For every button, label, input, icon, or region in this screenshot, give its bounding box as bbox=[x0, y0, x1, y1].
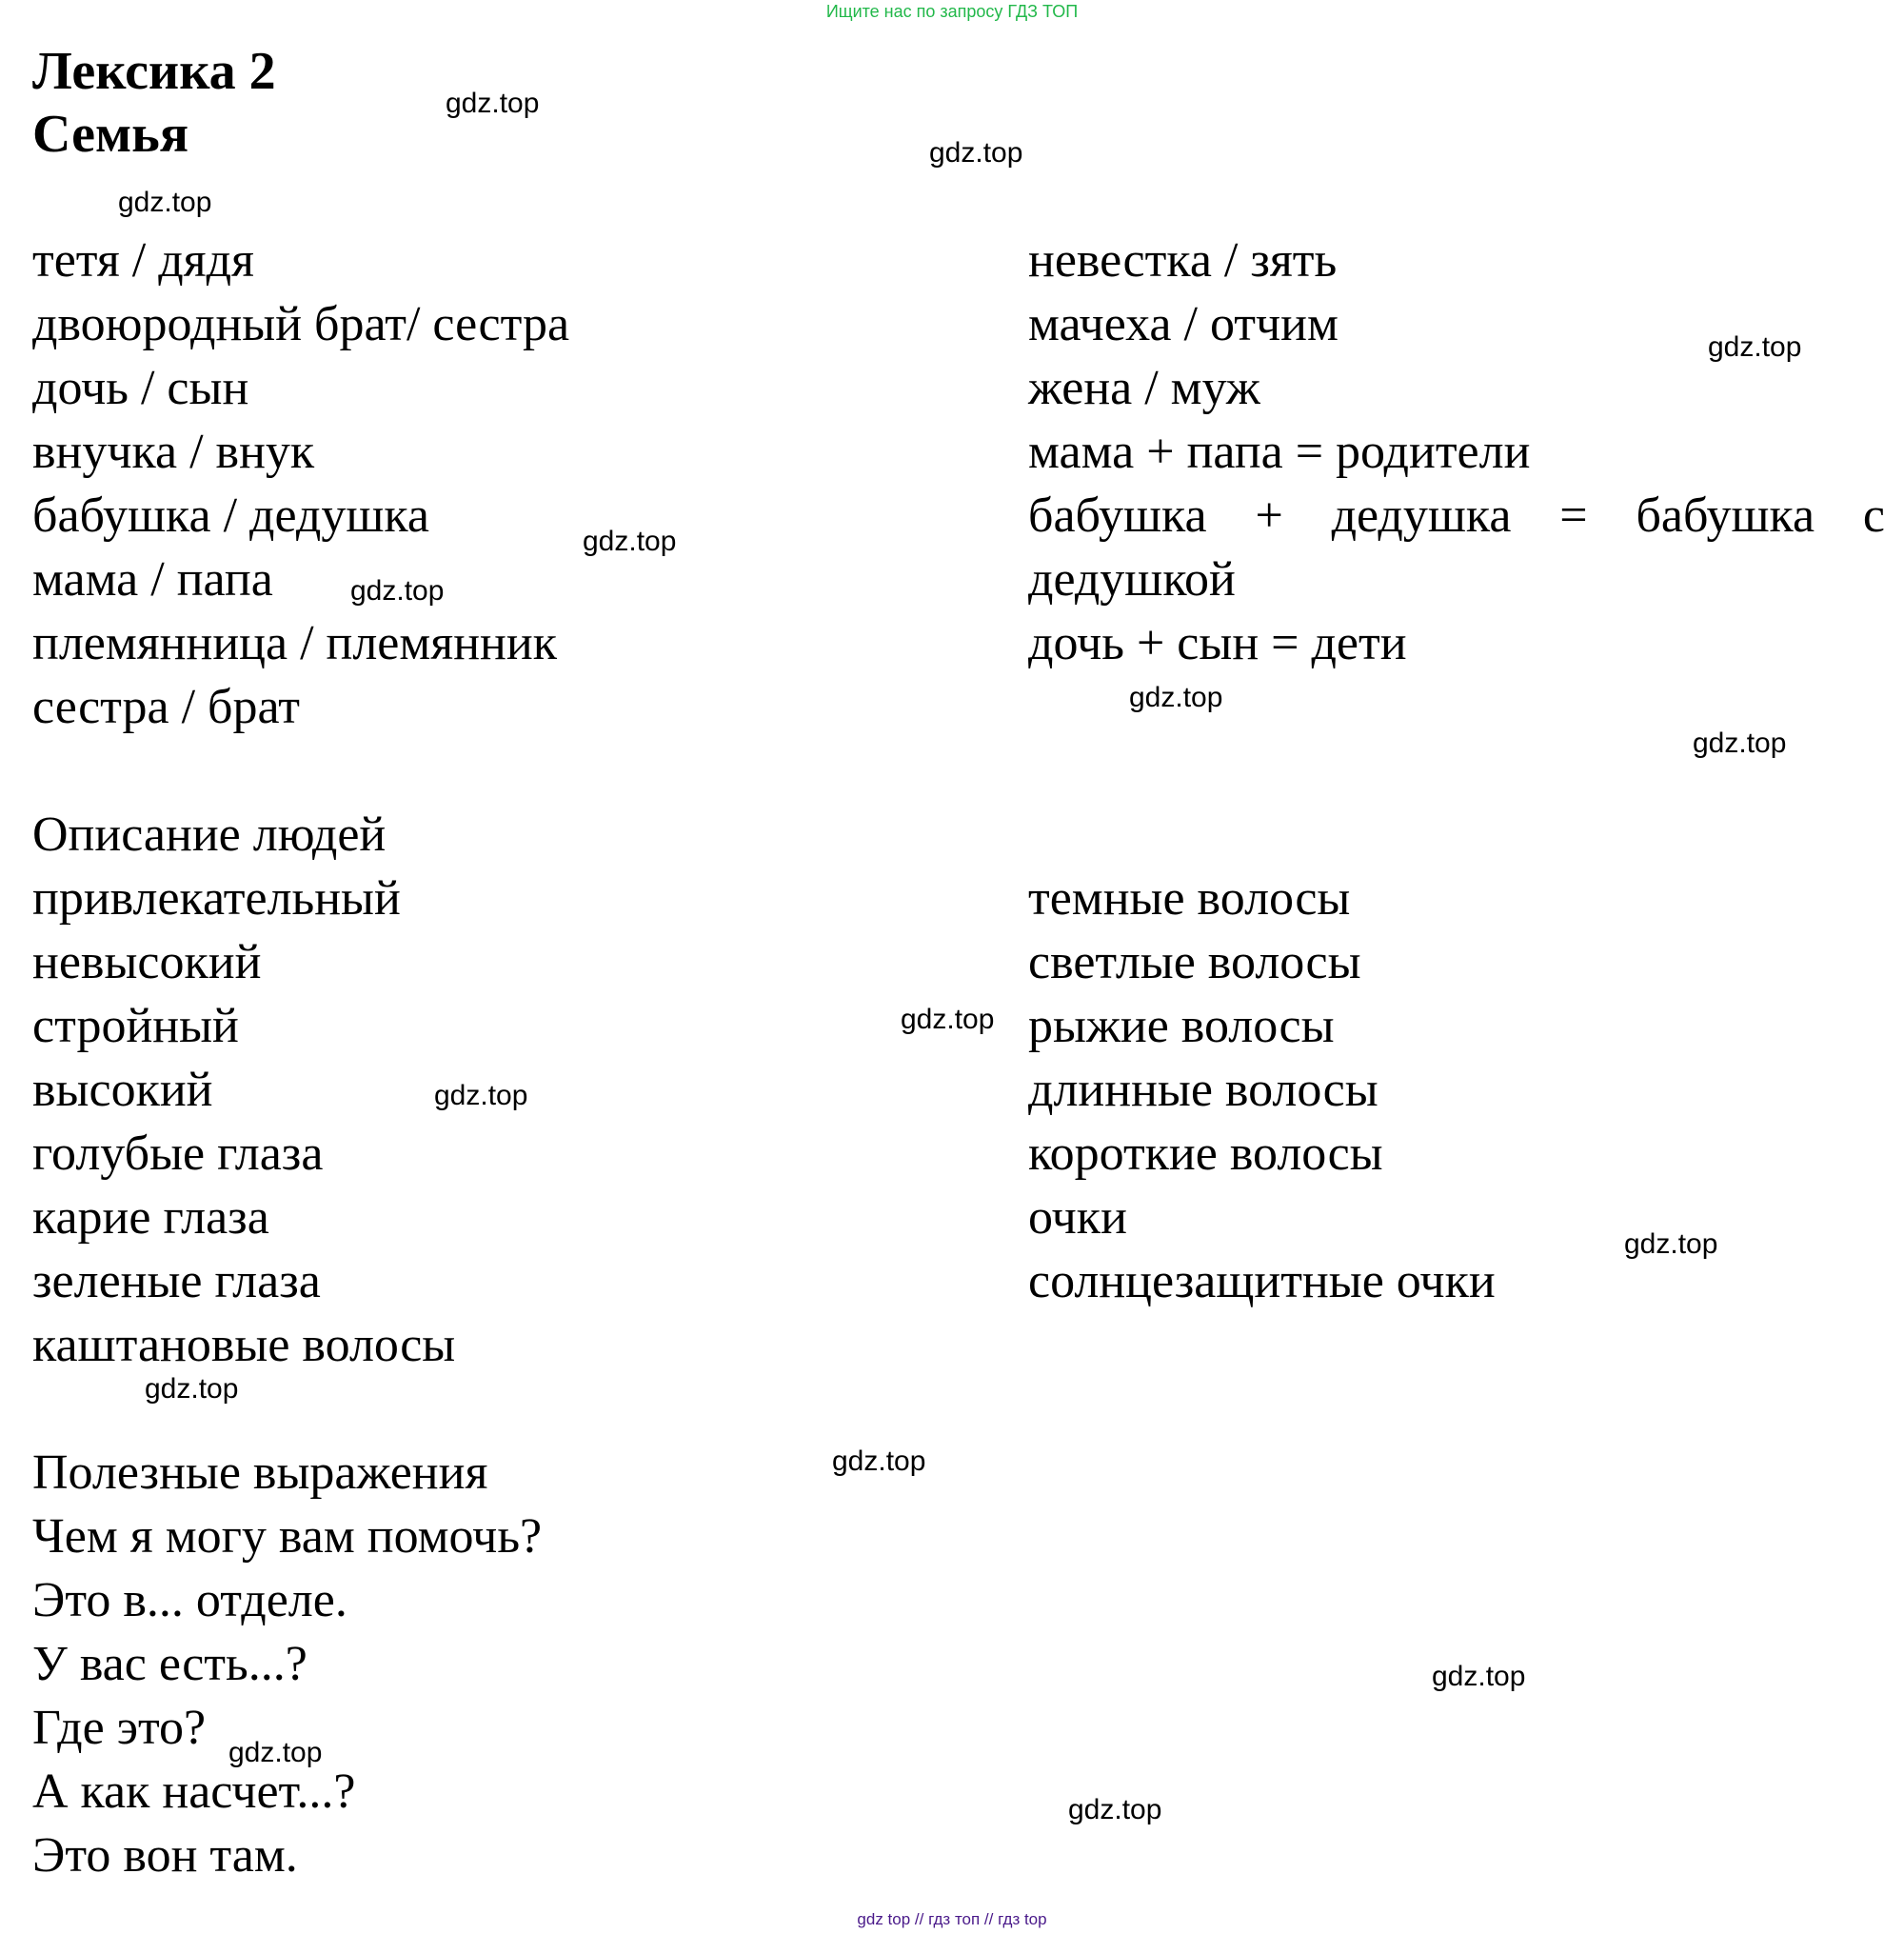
page-title: Лексика 2 bbox=[32, 42, 276, 101]
watermark: gdz.top bbox=[1693, 728, 1787, 759]
family-left-column bbox=[32, 229, 569, 739]
list-item: очки bbox=[1028, 1190, 1127, 1245]
list-item: короткие волосы bbox=[1028, 1127, 1383, 1181]
list-item: Это в... отделе. bbox=[32, 1573, 347, 1627]
list-item-justified bbox=[1028, 484, 1885, 548]
word: с bbox=[1862, 488, 1885, 543]
list-item: рыжие волосы bbox=[1028, 999, 1335, 1053]
list-item: невысокий bbox=[32, 935, 262, 989]
list-item: стройный bbox=[32, 999, 239, 1053]
describing-left-column bbox=[32, 803, 455, 1377]
list-item: карие глаза bbox=[32, 1190, 269, 1245]
list-item: мачеха / отчим bbox=[1028, 297, 1339, 351]
describing-right-column bbox=[1028, 867, 1496, 1313]
list-item: мама + папа = родители bbox=[1028, 425, 1531, 479]
word: дедушка bbox=[1331, 488, 1512, 543]
watermark: gdz.top bbox=[832, 1446, 926, 1477]
list-item: каштановые волосы bbox=[32, 1318, 456, 1372]
list-item: племянница / племянник bbox=[32, 616, 557, 670]
section-title: Описание людей bbox=[32, 807, 387, 862]
phrases-column bbox=[32, 1441, 542, 1887]
word: + bbox=[1255, 488, 1283, 543]
list-item: бабушка / дедушка bbox=[32, 488, 429, 543]
list-item: внучка / внук bbox=[32, 425, 315, 479]
watermark: gdz.top bbox=[1129, 682, 1223, 713]
list-item: привлекательный bbox=[32, 871, 401, 926]
list-item: голубые глаза bbox=[32, 1127, 324, 1181]
page-subtitle: Семья bbox=[32, 105, 189, 164]
list-item: невестка / зять bbox=[1028, 233, 1338, 288]
family-right-column bbox=[1028, 229, 1885, 675]
list-item: мама / папа bbox=[32, 552, 273, 607]
section-title: Полезные выражения bbox=[32, 1446, 488, 1500]
watermark: gdz.top bbox=[901, 1004, 995, 1035]
word: бабушка bbox=[1028, 488, 1207, 543]
list-item: длинные волосы bbox=[1028, 1063, 1378, 1117]
watermark: gdz.top bbox=[929, 137, 1023, 169]
top-banner: Ищите нас по запросу ГДЗ ТОП bbox=[825, 2, 1079, 21]
watermark: gdz.top bbox=[1068, 1794, 1162, 1825]
list-item: дедушкой bbox=[1028, 552, 1236, 607]
list-item: Это вон там. bbox=[32, 1828, 298, 1883]
word: = bbox=[1559, 488, 1588, 543]
footer: gdz top // гдз топ // гдз top bbox=[857, 1910, 1047, 1928]
list-item: солнцезащитные очки bbox=[1028, 1254, 1496, 1308]
watermark: gdz.top bbox=[118, 187, 212, 218]
list-item: жена / муж bbox=[1028, 361, 1260, 415]
list-item: Чем я могу вам помочь? bbox=[32, 1509, 543, 1564]
watermark: gdz.top bbox=[434, 1080, 528, 1111]
watermark: gdz.top bbox=[1624, 1228, 1718, 1260]
watermark: gdz.top bbox=[583, 526, 677, 557]
watermark: gdz.top bbox=[1708, 331, 1802, 363]
list-item: Где это? bbox=[32, 1701, 207, 1755]
watermark: gdz.top bbox=[350, 575, 445, 607]
word: бабушка bbox=[1636, 488, 1815, 543]
watermark: gdz.top bbox=[145, 1373, 239, 1405]
list-item: высокий bbox=[32, 1063, 213, 1117]
watermark: gdz.top bbox=[228, 1737, 323, 1768]
list-item: темные волосы bbox=[1028, 871, 1351, 926]
list-item: двоюродный брат/ сестра bbox=[32, 297, 570, 351]
list-item: дочь + сын = дети bbox=[1028, 616, 1407, 670]
list-item: дочь / сын bbox=[32, 361, 249, 415]
list-item: сестра / брат bbox=[32, 680, 300, 734]
list-item: А как насчет...? bbox=[32, 1765, 356, 1819]
list-item: светлые волосы bbox=[1028, 935, 1361, 989]
watermark: gdz.top bbox=[446, 88, 540, 119]
list-item: тетя / дядя bbox=[32, 233, 254, 288]
list-item: У вас есть...? bbox=[32, 1637, 307, 1691]
watermark: gdz.top bbox=[1432, 1661, 1526, 1692]
list-item: зеленые глаза bbox=[32, 1254, 321, 1308]
